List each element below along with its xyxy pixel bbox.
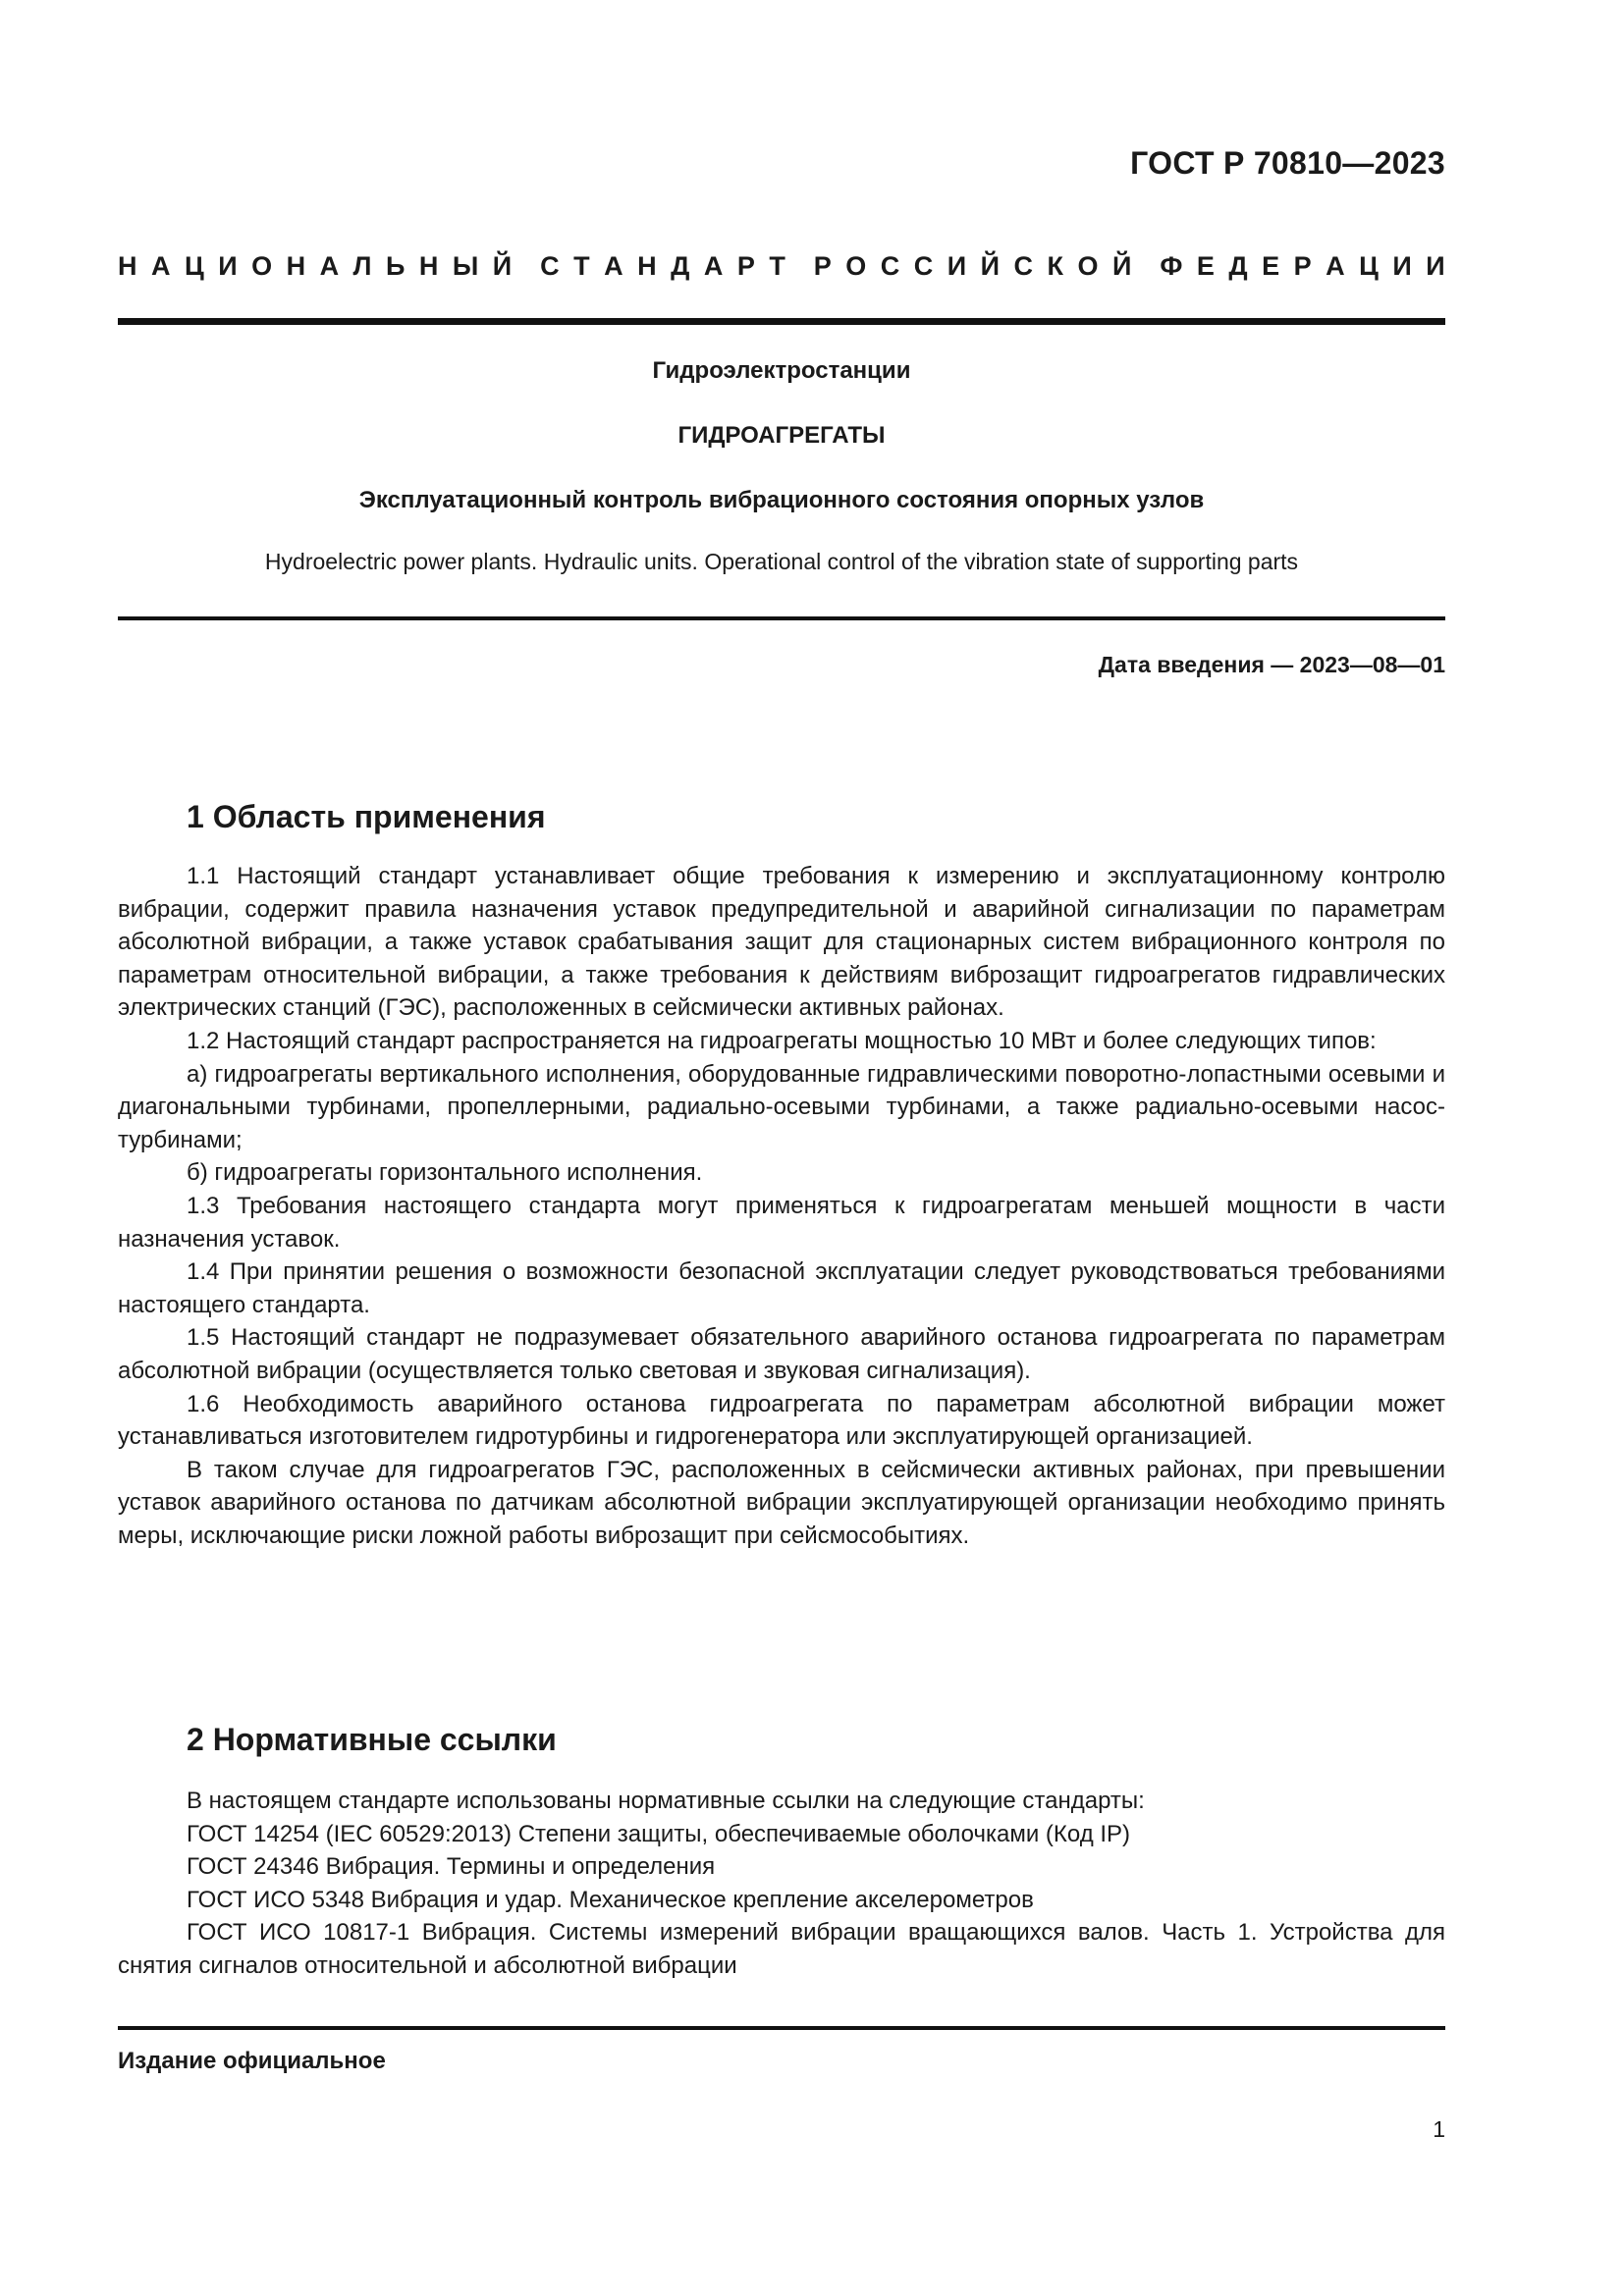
heading-letter: А <box>604 251 623 281</box>
heading-letter: С <box>913 251 934 281</box>
document-number: ГОСТ Р 70810—2023 <box>1130 145 1445 181</box>
paragraph: 1.3 Требования настоящего стандарта могут применяться к гидроагрегатам меньшей мощности в части назначения уставок. <box>118 1192 1445 1253</box>
heading-letter: А <box>319 251 340 281</box>
paragraph: а) гидроагрегаты вертикального исполнения, оборудованные гидравлическими поворотно-лопастными осевыми и диагональными турбинами, пропеллерными, радиально-осевыми турбинами, а также радиально-осевыми насос-турбинами; <box>118 1060 1445 1153</box>
title-topic: Эксплуатационный контроль вибрационного состояния опорных узлов <box>358 487 1205 513</box>
heading-letter: Ф <box>1160 251 1183 281</box>
heading-letter: И <box>1392 251 1412 281</box>
heading-letter: А <box>150 251 171 281</box>
paragraph: б) гидроагрегаты горизонтального исполнения. <box>187 1159 703 1187</box>
introduction-date: Дата введения — 2023—08—01 <box>1098 652 1445 677</box>
heading-letter: О <box>1077 251 1099 281</box>
heading-letter: Ц <box>1359 251 1379 281</box>
page-number: 1 <box>1433 2116 1445 2142</box>
paragraph: В настоящем стандарте использованы нормативные ссылки на следующие стандарты: <box>187 1788 1145 1814</box>
heading-letter: А <box>1326 251 1345 281</box>
heading-letter: О <box>845 251 867 281</box>
title-english: Hydroelectric power plants. Hydraulic units. Operational control of the vibration state of supporting parts <box>264 549 1299 574</box>
heading-letter: Д <box>671 251 690 281</box>
heading-letter: Р <box>1293 251 1312 281</box>
reference-item: ГОСТ ИСО 5348 Вибрация и удар. Механическое крепление акселерометров <box>187 1886 1034 1913</box>
heading-letter: Л <box>352 251 372 281</box>
section-body-references <box>118 1785 1445 1983</box>
paragraph: 1.2 Настоящий стандарт распространяется на гидроагрегаты мощностью 10 МВт и более следующих типов: <box>187 1027 1377 1054</box>
heading-letter: С <box>540 251 560 281</box>
paragraph: В таком случае для гидроагрегатов ГЭС, расположенных в сейсмически активных районах, при превышении уставок аварийного останова по датчикам абсолютной вибрации эксплуатирующей организации необходимо принять меры, исключающие риски ложной работы виброзащит при сейсмособытиях. <box>118 1456 1445 1549</box>
paragraph: 1.6 Необходимость аварийного останова гидроагрегата по параметрам абсолютной вибрации может устанавливаться изготовителем гидротурбины и гидрогенератора или эксплуатирующей организацией. <box>118 1390 1445 1451</box>
section-heading-scope: 1 Область применения <box>187 799 546 834</box>
paragraph: 1.4 При принятии решения о возможности безопасной эксплуатации следует руководствоваться требованиями настоящего стандарта. <box>118 1258 1445 1318</box>
heading-letter: Т <box>573 251 590 281</box>
heading-letter: Н <box>637 251 657 281</box>
heading-letter: Р <box>813 251 832 281</box>
heading-letter: Ы <box>452 251 479 281</box>
heading-letter: Р <box>736 251 755 281</box>
heading-letter: Е <box>1262 251 1280 281</box>
heading-letter: Е <box>1196 251 1215 281</box>
heading-letter: И <box>1426 251 1445 281</box>
footer-divider <box>118 2026 1445 2030</box>
heading-letter: Ь <box>385 251 406 281</box>
heading-letter: Т <box>769 251 785 281</box>
header-divider <box>118 318 1445 325</box>
edition-label: Издание официальное <box>118 2048 386 2074</box>
heading-letter: Н <box>286 251 306 281</box>
heading-letter: Н <box>418 251 439 281</box>
reference-item: ГОСТ 24346 Вибрация. Термины и определения <box>187 1853 716 1881</box>
heading-letter: Ц <box>184 251 204 281</box>
heading-letter: И <box>218 251 238 281</box>
heading-letter: А <box>703 251 724 281</box>
paragraph: 1.5 Настоящий стандарт не подразумевает обязательного аварийного останова гидроагрегата по параметрам абсолютной вибрации (осуществляется только световая и звуковая сигнализация). <box>118 1324 1445 1384</box>
paragraph: 1.1 Настоящий стандарт устанавливает общие требования к измерению и эксплуатационному контролю вибрации, содержит правила назначения уставок предупредительной и аварийной сигнализации по параметрам абсолютной вибрации, а также уставок срабатывания защит для стационарных систем вибрационного контроля по параметрам относительной вибрации, а также требования к действиям виброзащит гидроагрегатов гидравлических электрических станций (ГЭС), расположенных в сейсмически активных районах. <box>118 863 1445 1022</box>
title-industry: Гидроэлектростанции <box>652 357 911 384</box>
reference-item: ГОСТ 14254 (IEC 60529:2013) Степени защиты, обеспечиваемые оболочками (Код IP) <box>187 1820 1131 1847</box>
heading-letter: Й <box>492 251 513 281</box>
reference-item: ГОСТ ИСО 10817-1 Вибрация. Системы измерений вибрации вращающихся валов. Часть 1. Устройства для снятия сигналов относительной и абсолютной вибрации <box>118 1919 1445 1979</box>
title-subject: ГИДРОАГРЕГАТЫ <box>677 422 886 449</box>
section-heading-references: 2 Нормативные ссылки <box>187 1722 557 1757</box>
heading-letter: Д <box>1228 251 1248 281</box>
heading-letter: И <box>947 251 967 281</box>
heading-letter: Н <box>118 251 137 281</box>
national-standard-heading <box>118 251 1445 282</box>
heading-letter: С <box>880 251 900 281</box>
section-body-scope <box>118 860 1445 1552</box>
heading-letter: Й <box>1111 251 1132 281</box>
heading-letter: С <box>1013 251 1034 281</box>
heading-letter: О <box>251 251 273 281</box>
title-divider <box>118 616 1445 620</box>
heading-letter: К <box>1047 251 1063 281</box>
heading-letter: Й <box>980 251 1001 281</box>
